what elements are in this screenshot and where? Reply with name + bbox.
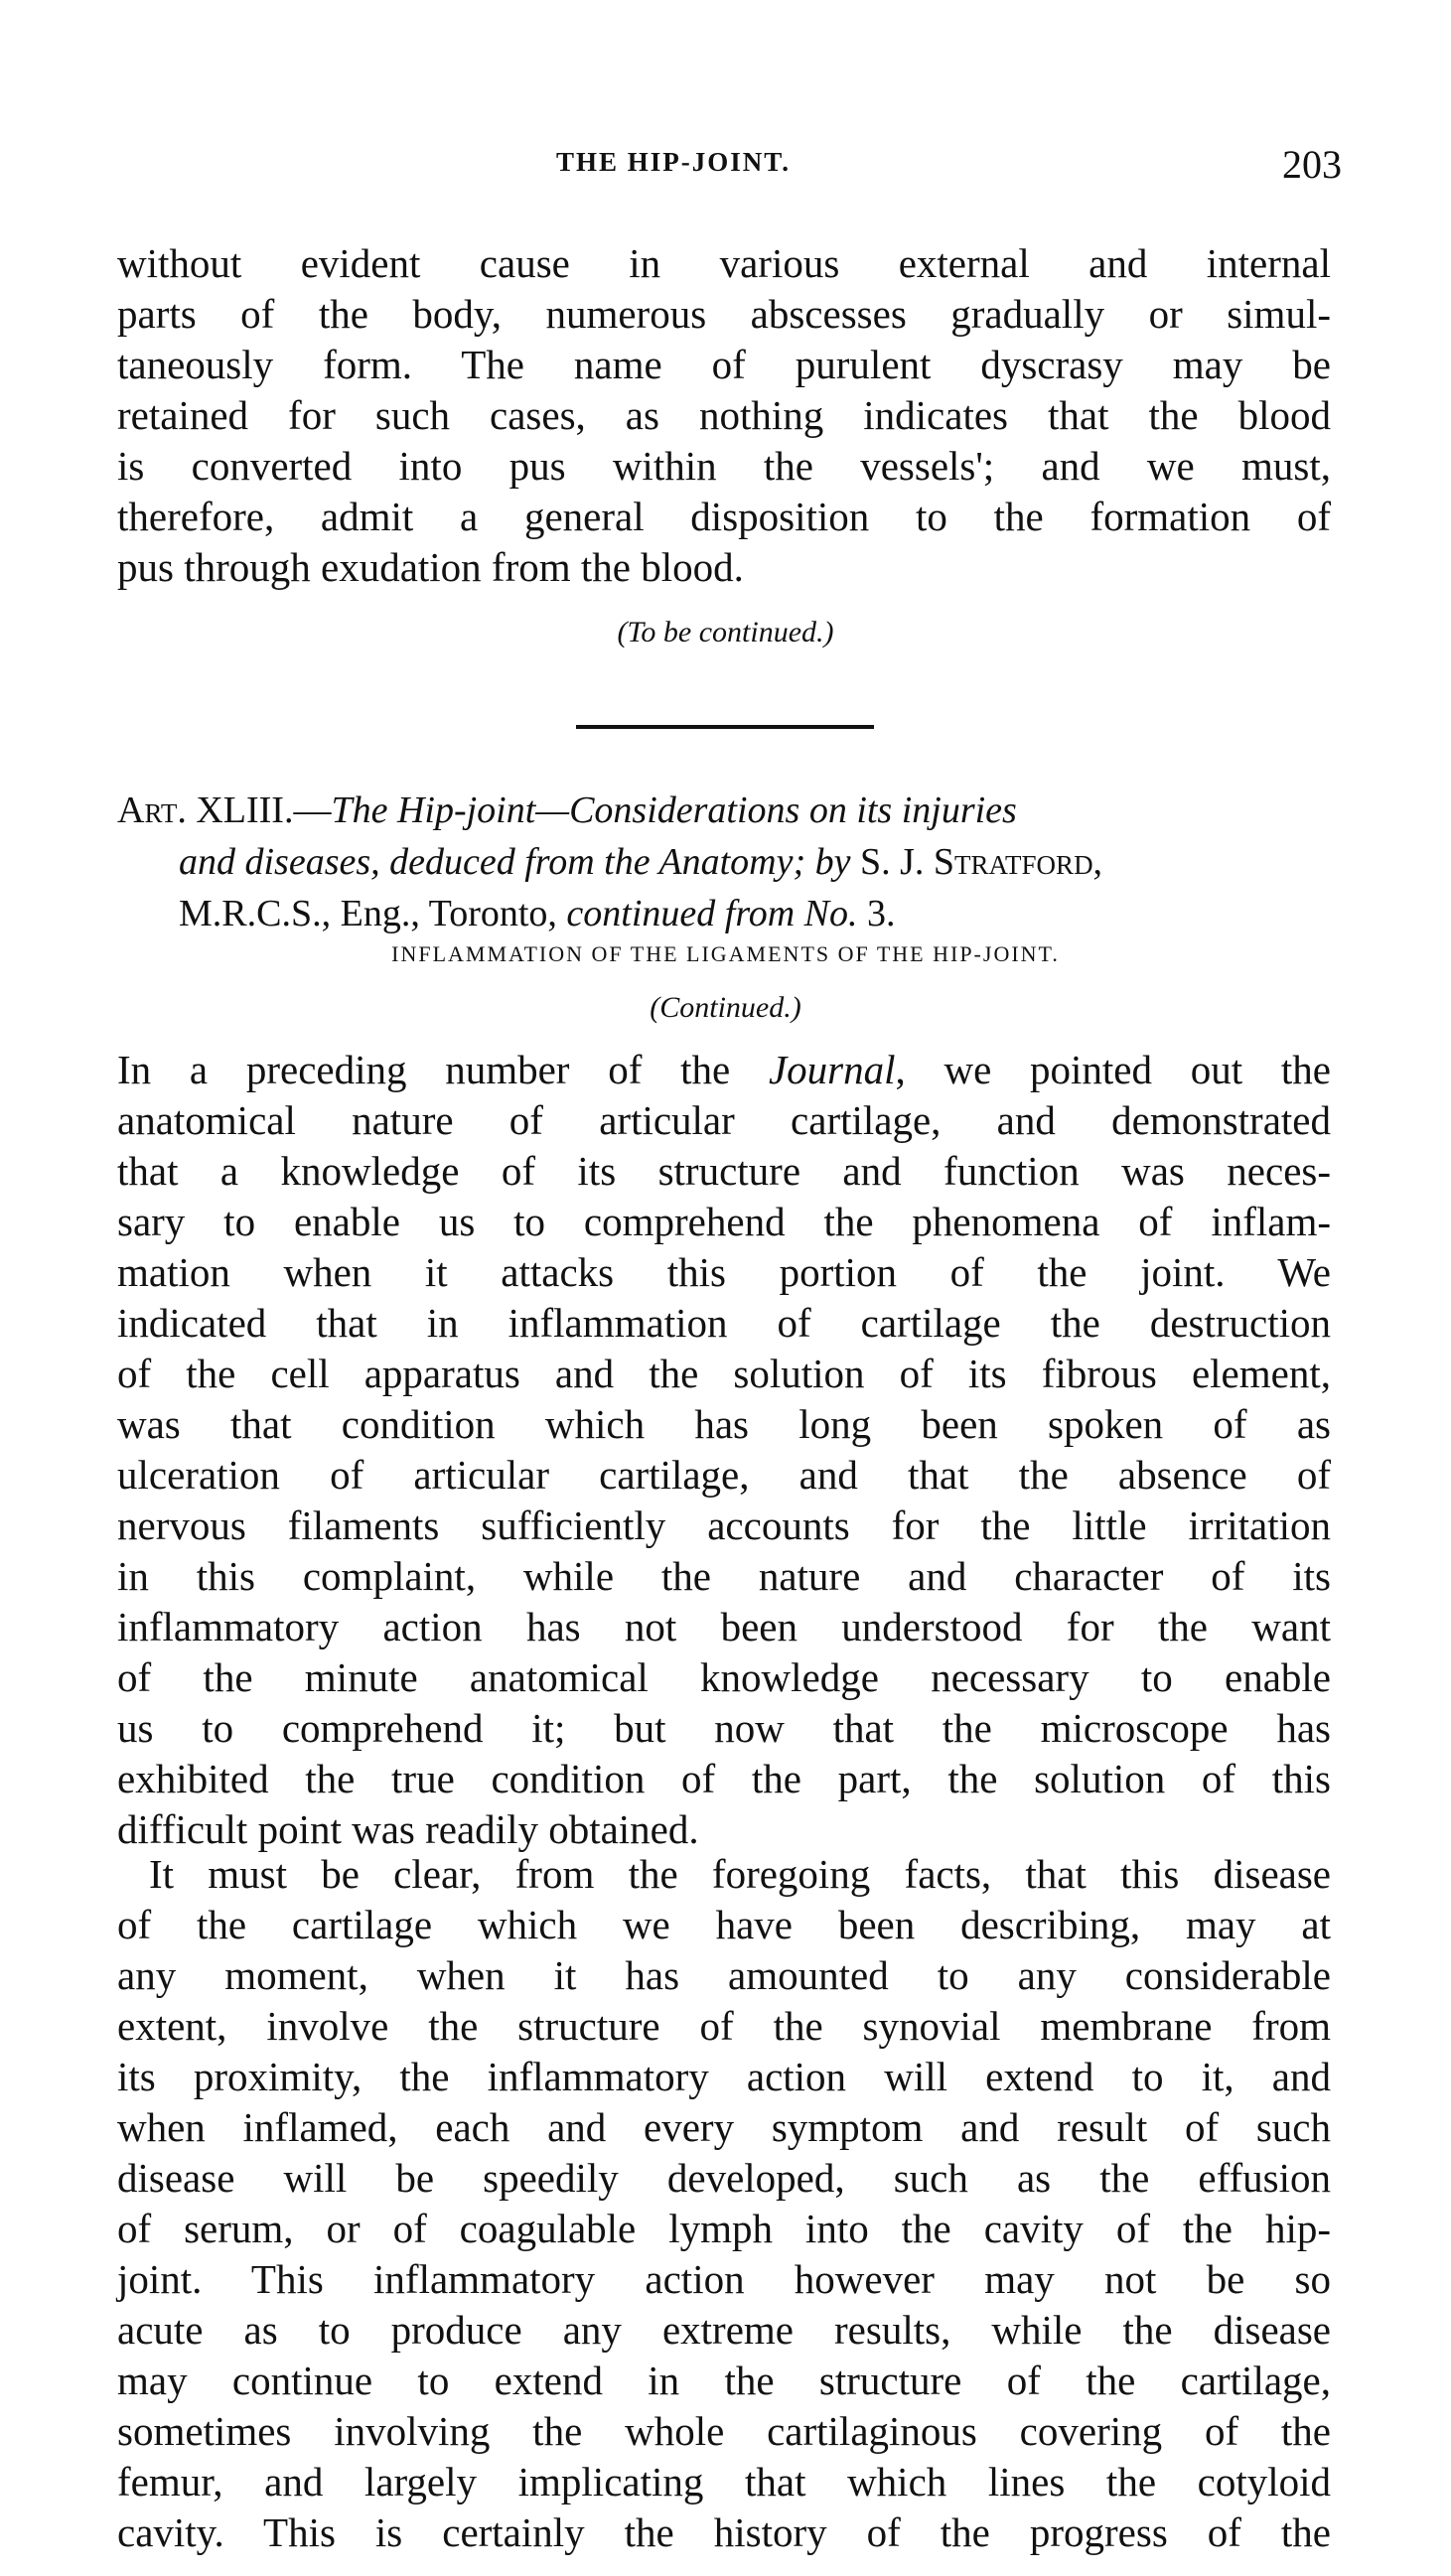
article-heading-line-1 [117,785,1331,836]
text-line: that a knowledge of its structure and function was neces- [117,1148,1331,1194]
article-title-part-2: and diseases, deduced from the Anatomy; [179,841,806,883]
paragraph-1 [117,238,1331,593]
text-line: its proximity, the inflammatory action will extend to it, and [117,2054,1331,2099]
paragraph-3 [117,1849,1331,2558]
text-segment: , we pointed out the [895,1047,1331,1092]
page-number: 203 [1282,142,1342,187]
section-divider [576,725,874,729]
running-title: THE HIP-JOINT. [556,147,792,177]
text-line: any moment, when it has amounted to any considerable [117,1952,1331,1998]
article-heading-line-2 [117,836,1331,888]
article-continued-from: continued from No. [566,893,858,934]
text-line: pus through exudation from the blood. [117,544,744,590]
text-line: was that condition which has long been spoken of as [117,1401,1331,1447]
text-line: It must be clear, from the foregoing facts, that this disease [149,1851,1331,1897]
text-line: of the cartilage which we have been describing, may at [117,1902,1331,1947]
text-line: therefore, admit a general disposition to the formation of [117,494,1331,539]
journal-italic: Journal [768,1047,896,1092]
continued-label: (Continued.) [650,991,801,1024]
text-line: when inflamed, each and every symptom and result of such [117,2104,1331,2150]
article-heading-line-3 [117,888,1331,939]
text-line: sometimes involving the whole cartilaginous covering of the [117,2408,1331,2454]
text-line: nervous filaments sufficiently accounts for the little irritation [117,1503,1331,1548]
text-line: joint. This inflammatory action however may not be so [117,2256,1331,2302]
text-line: indicated that in inflammation of cartilage the destruction [117,1300,1331,1346]
text-line: in this complaint, while the nature and character of its [117,1553,1331,1599]
text-line: is converted into pus within the vessels'; and we must, [117,443,1331,489]
article-by: by [805,841,851,883]
text-line: retained for such cases, as nothing indicates that the blood [117,392,1331,438]
text-line: of serum, or of coagulable lymph into the cavity of the hip- [117,2206,1331,2251]
page-header [0,142,1451,187]
text-line: acute as to produce any extreme results, while the disease [117,2307,1331,2353]
article-continued-number: 3. [857,893,896,934]
text-line: without evident cause in various external and internal [117,240,1331,286]
paragraph-2 [117,1045,1331,1855]
text-line: ulceration of articular cartilage, and that the absence of [117,1452,1331,1498]
text-line: of the minute anatomical knowledge necessary to enable [117,1654,1331,1700]
text-line: femur, and largely implicating that which lines the cotyloid [117,2459,1331,2504]
text-line: extent, involve the structure of the synovial membrane from [117,2003,1331,2049]
text-line: difficult point was readily obtained. [117,1806,699,1852]
text-segment: In a preceding number of the [117,1047,769,1092]
text-line: inflammatory action has not been understood for the want [117,1604,1331,1649]
text-line: of the cell apparatus and the solution of its fibrous element, [117,1351,1331,1396]
article-author-credentials: M.R.C.S., Eng., Toronto, [179,893,567,934]
text-line: us to comprehend it; but now that the microscope has [117,1705,1331,1751]
to-be-continued-note: (To be continued.) [617,616,834,648]
article-heading [117,785,1331,939]
text-line: anatomical nature of articular cartilage, and demonstrated [117,1097,1331,1143]
text-line: exhibited the true condition of the part, the solution of this [117,1756,1331,1801]
text-line: cavity. This is certainly the history of the progress of the [117,2509,1331,2555]
article-title-part-1: The Hip-joint—Considerations on its injuries [331,789,1017,831]
text-line: disease will be speedily developed, such as the effusion [117,2155,1331,2201]
text-line: may continue to extend in the structure of the cartilage, [117,2358,1331,2403]
article-dash: — [293,789,332,831]
text-line: taneously form. The name of purulent dyscrasy may be [117,342,1331,387]
text-line [117,1045,1331,1095]
text-line: mation when it attacks this portion of the joint. We [117,1249,1331,1295]
article-number: Art. XLIII. [117,789,294,831]
section-title: INFLAMMATION OF THE LIGAMENTS OF THE HIP-JOINT. [391,941,1060,966]
text-line: sary to enable us to comprehend the phenomena of inflam- [117,1199,1331,1244]
article-author: S. J. Stratford, [850,841,1103,883]
text-line: parts of the body, numerous abscesses gradually or simul- [117,291,1331,337]
